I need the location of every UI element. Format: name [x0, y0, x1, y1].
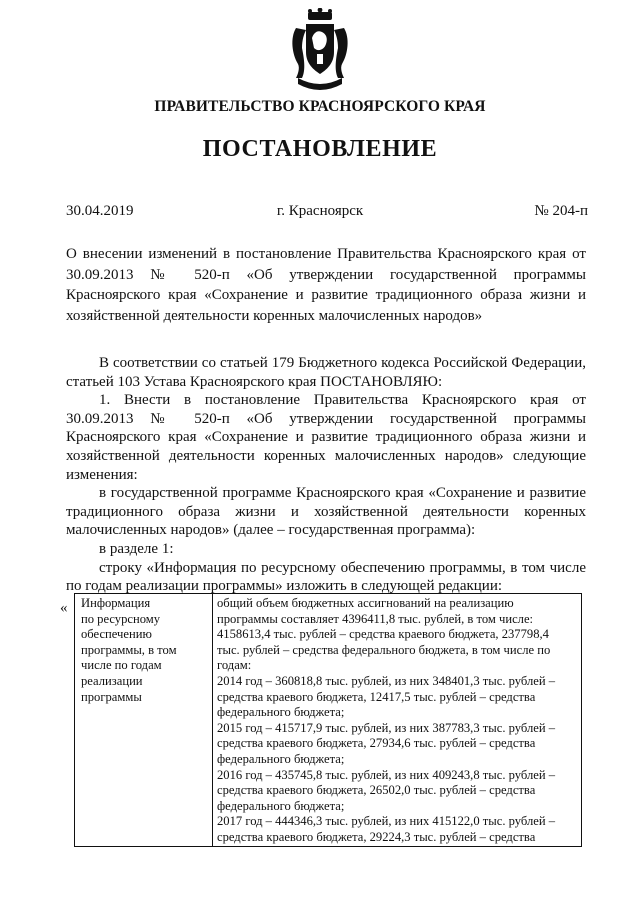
body-paragraph: в государственной программе Красноярского края «Сохранение и развитие традиционного образа жизни и хозяйственной деятельности коренных малочисленных народов» (далее – государственная программа): — [66, 485, 586, 539]
content-line: тыс. рублей – средства федерального бюджета, в том числе по — [217, 642, 551, 657]
body-paragraph: строку «Информация по ресурсному обеспечению программы, в том числе по годам реализации программы» изложить в следующей редакции: — [66, 559, 586, 595]
content-line: средства краевого бюджета, 26502,0 тыс. рублей – средства — [217, 783, 536, 798]
resource-table — [74, 593, 582, 847]
document-body — [66, 354, 586, 596]
document-number: № 204-п — [534, 203, 588, 219]
content-line: 2014 год – 360818,8 тыс. рублей, из них 348401,3 тыс. рублей – — [217, 673, 556, 688]
content-line: 2015 год – 415717,9 тыс. рублей, из них 387783,3 тыс. рублей – — [217, 720, 556, 735]
label-line: программы, в том — [81, 642, 177, 657]
body-paragraph: В соответствии со статьей 179 Бюджетного кодекса Российской Федерации, статьей 103 Устава Красноярского края ПОСТАНОВЛЯЮ: — [66, 355, 586, 390]
label-line: Информация — [81, 596, 151, 610]
label-line: реализации — [81, 673, 143, 688]
content-line: программы составляет 4396411,8 тыс. рублей, в том числе: — [217, 611, 534, 626]
content-line: средства краевого бюджета, 27934,6 тыс. рублей – средства — [217, 736, 536, 751]
content-line: средства краевого бюджета, 12417,5 тыс. рублей – средства — [217, 689, 536, 704]
content-line: 4158613,4 тыс. рублей – средства краевого бюджета, 237798,4 — [217, 627, 549, 642]
content-line: 2017 год – 444346,3 тыс. рублей, из них 415122,0 тыс. рублей – — [217, 814, 556, 829]
organization-heading: ПРАВИТЕЛЬСТВО КРАСНОЯРСКОГО КРАЯ — [154, 98, 486, 115]
label-line: по ресурсному — [81, 611, 161, 626]
body-paragraph: в разделе 1: — [99, 540, 174, 557]
label-line: числе по годам — [81, 658, 162, 673]
content-line: общий объем бюджетных ассигнований на реализацию — [217, 596, 514, 610]
label-line: программы — [81, 689, 142, 704]
content-line: федерального бюджета; — [217, 751, 345, 766]
document-city: г. Красноярск — [276, 203, 364, 219]
content-line: годам: — [217, 658, 252, 673]
opening-quote-mark: « — [60, 600, 68, 616]
body-paragraph: 1. Внести в постановление Правительства Красноярского края от 30.09.2013 № 520-п «Об утверждении государственной программы Красноярского края «Сохранение и развитие традиционного образа жизни и хозяйственной деятельности коренных малочисленных народов» следующие изменения: — [66, 392, 586, 483]
content-line: 2016 год – 435745,8 тыс. рублей, из них 409243,8 тыс. рублей – — [217, 767, 556, 782]
table-content-cell — [213, 594, 582, 847]
table-row — [75, 594, 582, 847]
coat-of-arms-emblem — [288, 8, 352, 94]
content-line: федерального бюджета; — [217, 798, 345, 813]
label-line: обеспечению — [81, 627, 152, 642]
document-date: 30.04.2019 — [66, 203, 134, 219]
content-line: средства краевого бюджета, 29224,3 тыс. рублей – средства — [217, 829, 536, 844]
document-title: О внесении изменений в постановление Правительства Красноярского края от 30.09.2013 № 520-п «Об утверждении государственной программы Красноярского края «Сохранение и развитие традиционного образа жизни и хозяйственной деятельности коренных малочисленных народов» — [66, 246, 586, 324]
document-type-heading: ПОСТАНОВЛЕНИЕ — [202, 136, 438, 162]
table-label-cell — [75, 594, 213, 847]
content-line: федерального бюджета; — [217, 705, 345, 720]
